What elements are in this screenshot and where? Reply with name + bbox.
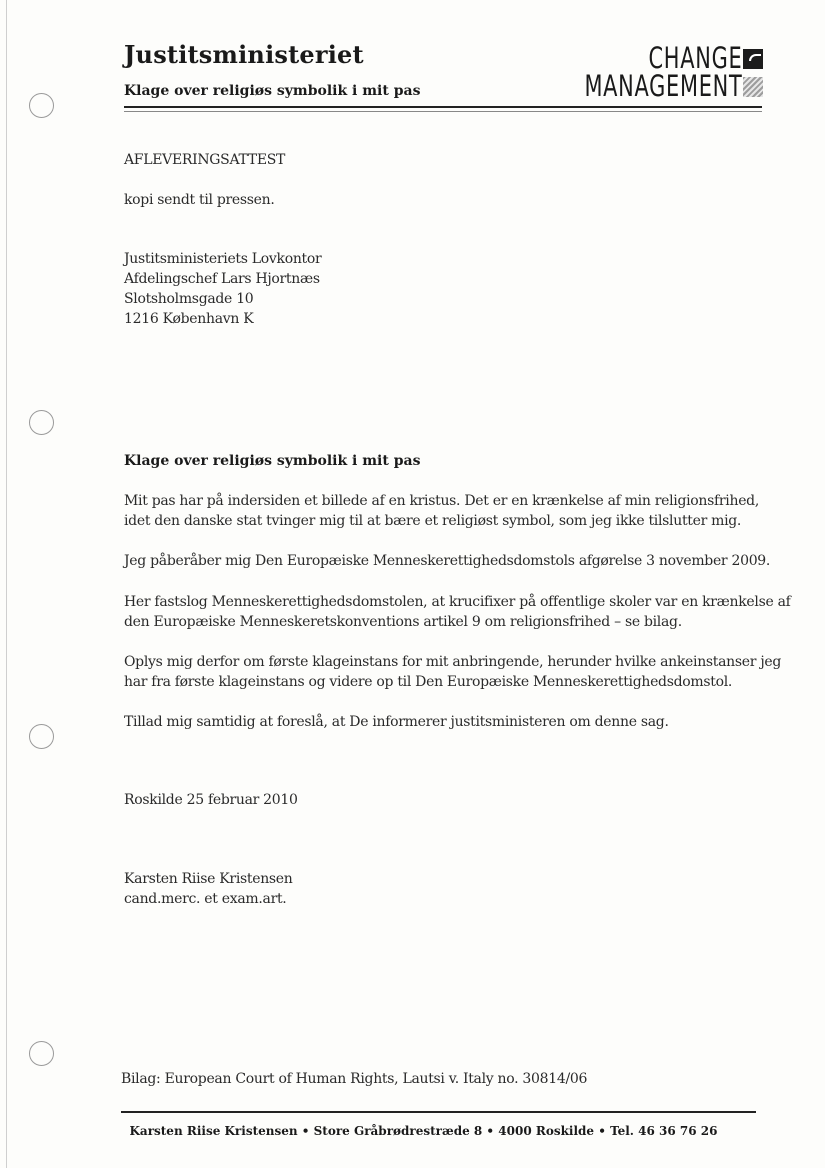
- logo-hatched-square-icon: [743, 77, 763, 97]
- footer-contact: Karsten Riise Kristensen • Store Gråbrødrestræde 8 • 4000 Roskilde • Tel. 46 36 76 26: [129, 1124, 718, 1138]
- logo-word-management: MANAGEMENT: [584, 69, 742, 103]
- punch-hole: [29, 724, 54, 749]
- page-edge: [6, 0, 7, 1168]
- certificate-title: AFLEVERINGSATTEST: [124, 152, 286, 168]
- recipient-address: [124, 251, 321, 331]
- change-management-logo: [523, 41, 763, 103]
- certificate-note: kopi sendt til pressen.: [124, 192, 275, 208]
- letter-subject: Klage over religiøs symbolik i mit pas: [124, 453, 421, 469]
- punch-hole: [29, 1041, 54, 1066]
- signer-title: cand.merc. et exam.art.: [124, 891, 287, 907]
- paragraph-line: har fra første klageinstans og videre op til Den Europæiske Menneskerettighedsdomstol.: [124, 674, 733, 690]
- footer-divider: [121, 1111, 756, 1113]
- paragraph-line: Tillad mig samtidig at foreslå, at De informerer justitsministeren om denne sag.: [124, 714, 669, 730]
- paragraph-line: den Europæiske Menneskeretskonventions artikel 9 om religionsfrihed – se bilag.: [124, 614, 682, 630]
- address-line: Afdelingschef Lars Hjortnæs: [124, 271, 320, 287]
- signer-name: Karsten Riise Kristensen: [124, 871, 293, 887]
- paragraph-line: Oplys mig derfor om første klageinstans for mit anbringende, herunder hvilke ankeinstanser jeg: [124, 654, 782, 670]
- body-paragraph: [124, 712, 669, 732]
- header-divider: [124, 106, 762, 108]
- address-line: Slotsholmsgade 10: [124, 291, 254, 307]
- header-subject: Klage over religiøs symbolik i mit pas: [124, 83, 421, 99]
- logo-word-change: CHANGE: [648, 41, 742, 75]
- logo-square-icon: [743, 49, 763, 69]
- logo-line-2: [523, 69, 763, 103]
- punch-hole: [29, 410, 54, 435]
- paragraph-line: Mit pas har på indersiden et billede af en kristus. Det er en krænkelse af min religionsfrihed,: [124, 493, 759, 509]
- body-paragraph: [124, 592, 791, 632]
- body-paragraph: [124, 491, 759, 531]
- attachment-note: Bilag: European Court of Human Rights, Lautsi v. Italy no. 30814/06: [121, 1071, 588, 1087]
- punch-hole: [29, 93, 54, 118]
- address-line: 1216 København K: [124, 311, 254, 327]
- place-date: Roskilde 25 februar 2010: [124, 792, 298, 808]
- paragraph-line: Jeg påberåber mig Den Europæiske Menneskerettighedsdomstols afgørelse 3 november 2009.: [124, 553, 771, 569]
- paragraph-line: Her fastslog Menneskerettighedsdomstolen, at krucifixer på offentlige skoler var en krænkelse af: [124, 594, 791, 610]
- body-paragraph: [124, 652, 781, 692]
- paragraph-line: idet den danske stat tvinger mig til at bære et religiøst symbol, som jeg ikke tilslutter mig.: [124, 513, 742, 529]
- body-paragraph: [124, 551, 770, 571]
- address-line: Justitsministeriets Lovkontor: [124, 251, 322, 267]
- logo-line-1: [523, 41, 763, 75]
- organization-title: Justitsministeriet: [124, 40, 364, 69]
- header-divider-thin: [124, 111, 762, 112]
